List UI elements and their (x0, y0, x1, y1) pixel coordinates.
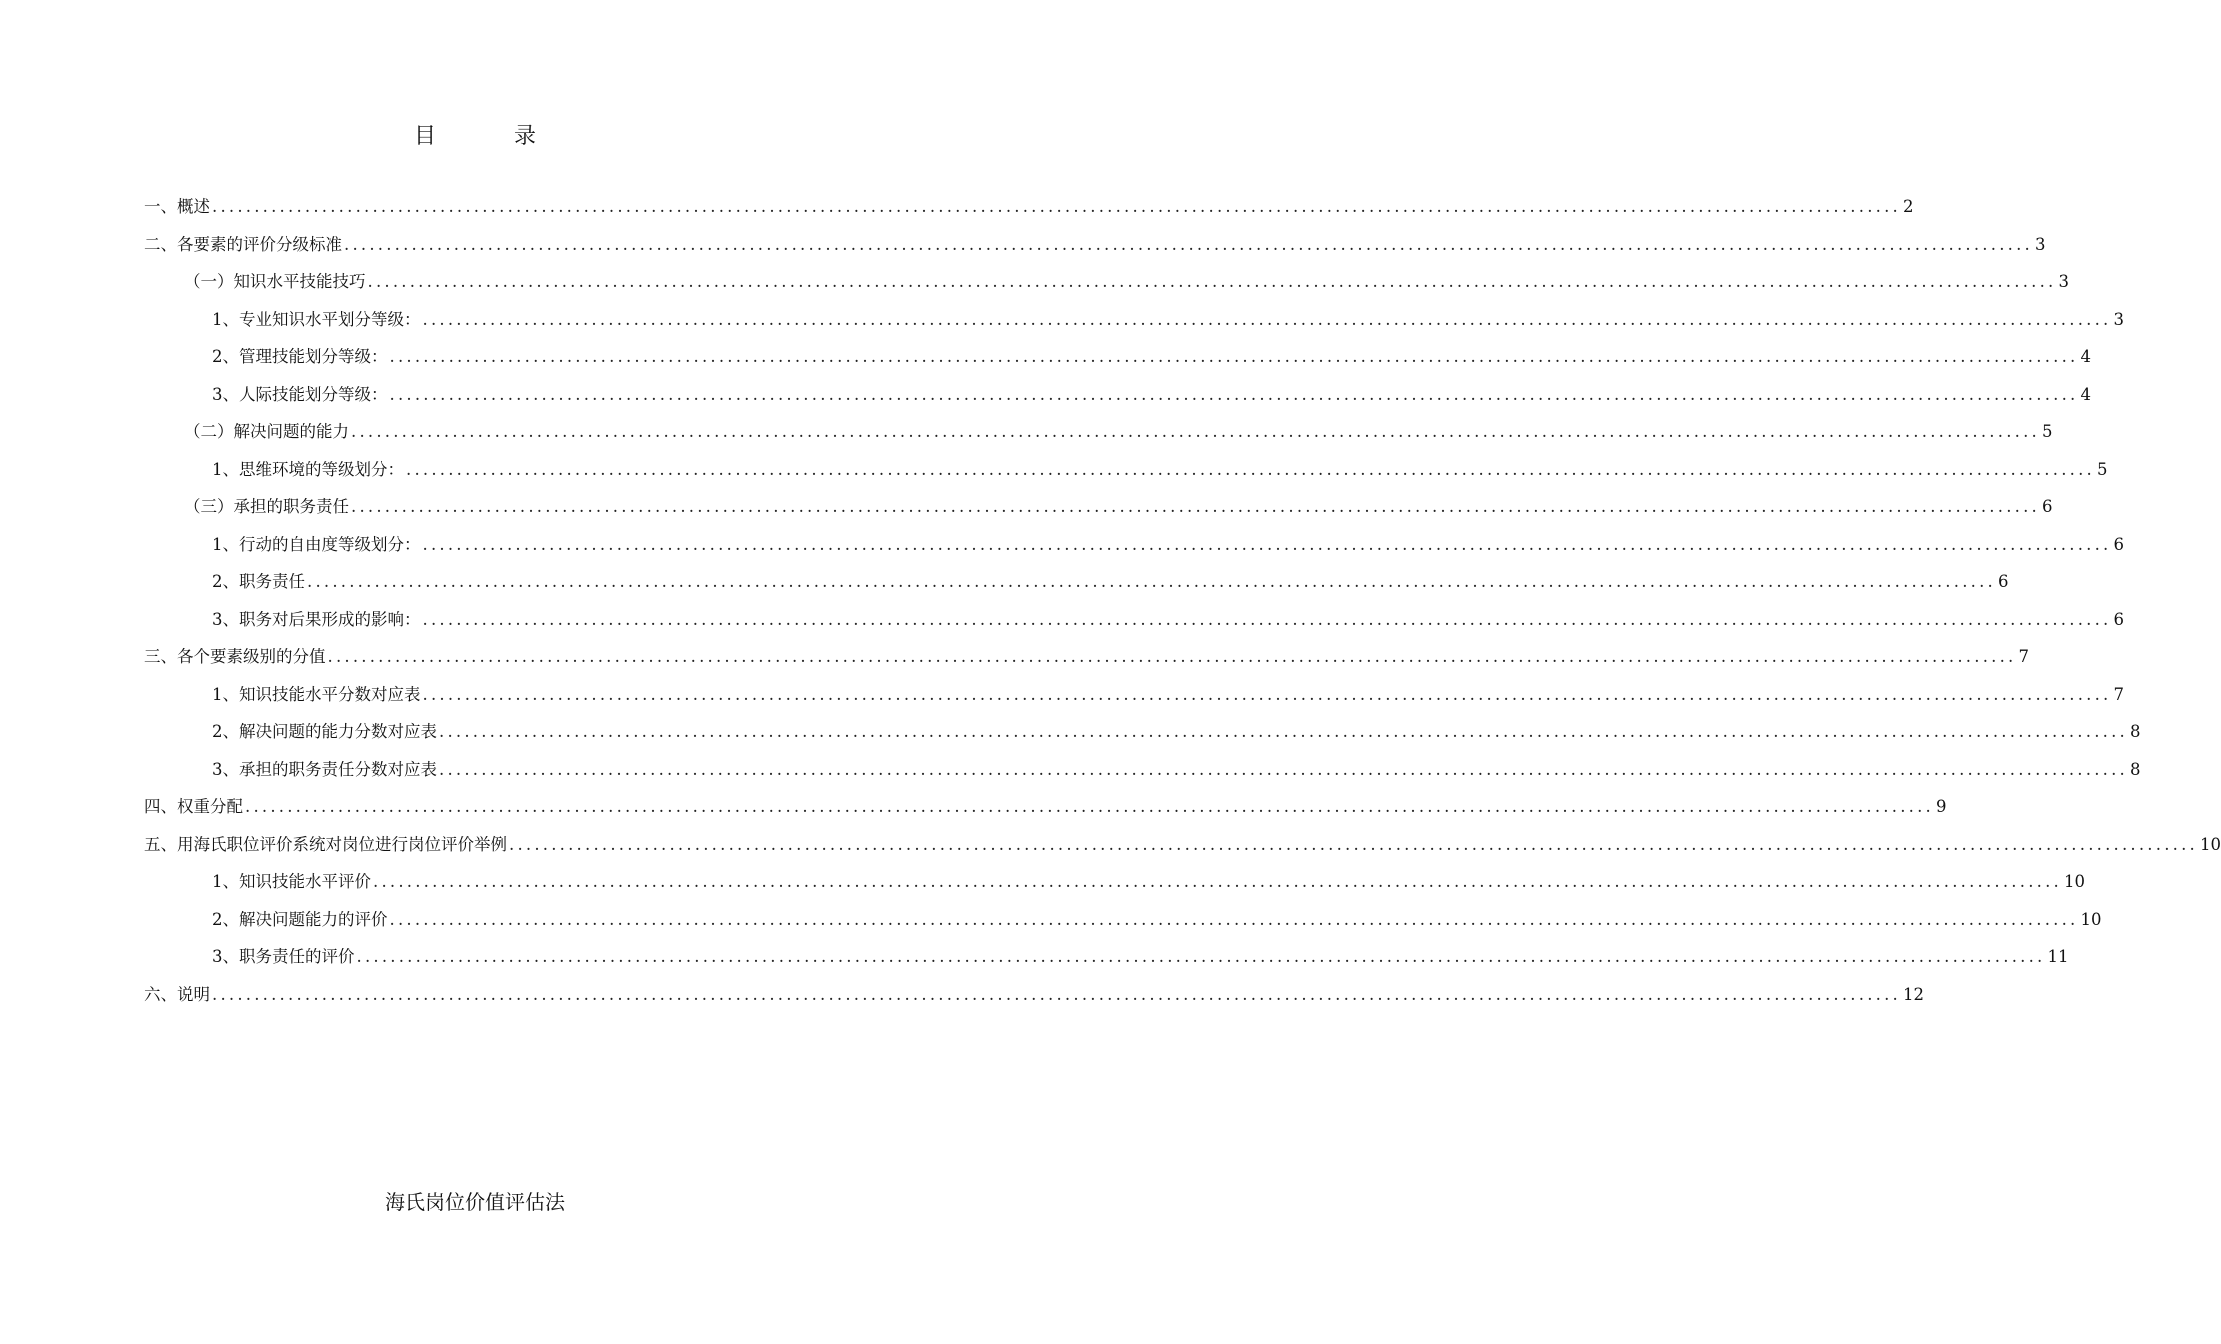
toc-entry-label: 3、承担的职务责任分数对应表 (212, 759, 437, 779)
toc-entry[interactable] (144, 901, 2102, 939)
toc-entry-page-number: 5 (2041, 422, 2053, 441)
toc-dot-leader: ........................................................................................................................................................................................................ (422, 684, 2112, 704)
toc-entry[interactable] (144, 601, 2124, 639)
toc-entry[interactable] (144, 563, 2009, 601)
toc-entry-label: 五、用海氏职位评价系统对岗位进行岗位评价举例 (144, 834, 507, 854)
toc-dot-leader: ........................................................................................................................................................................................................ (351, 422, 2040, 441)
toc-entry[interactable] (144, 263, 2069, 301)
toc-entry-page-number: 9 (1935, 797, 1947, 816)
toc-entry-label: 3、职务责任的评价 (212, 947, 355, 966)
toc-entry-page-number: 10 (2080, 909, 2102, 929)
toc-entry[interactable] (144, 526, 2124, 564)
toc-dot-leader: ........................................................................................................................................................................................................ (351, 497, 2040, 516)
toc-entry-label: 3、职务对后果形成的影响： (212, 609, 421, 629)
toc-entry-label: （三）承担的职务责任 (184, 497, 349, 516)
toc-entry-label: 一、概述 (144, 197, 210, 216)
toc-entry-page-number: 4 (2080, 384, 2091, 404)
toc-entry-page-number: 7 (2113, 684, 2124, 704)
toc-entry-page-number: 6 (1997, 572, 2009, 591)
toc-entry[interactable] (144, 488, 2053, 526)
toc-entry[interactable] (144, 188, 1914, 226)
toc-entry[interactable] (144, 376, 2091, 414)
toc-entry-label: 2、解决问题的能力分数对应表 (212, 722, 437, 741)
toc-entry-page-number: 8 (2129, 722, 2141, 741)
toc-dot-leader: ........................................................................................................................................................................................................ (373, 872, 2062, 891)
toc-entry-page-number: 3 (2034, 234, 2046, 254)
toc-entry[interactable] (144, 451, 2108, 489)
toc-entry-label: （二）解决问题的能力 (184, 422, 349, 441)
toc-dot-leader: ........................................................................................................................................................................................................ (212, 197, 1901, 216)
toc-entry-label: 2、职务责任 (212, 572, 305, 591)
toc-entry-label: 2、管理技能划分等级： (212, 347, 388, 366)
toc-entry-page-number: 10 (2063, 872, 2085, 891)
toc-entry[interactable] (144, 863, 2085, 901)
toc-dot-leader: ........................................................................................................................................................................................................ (439, 722, 2128, 741)
toc-entry[interactable] (144, 976, 1924, 1014)
toc-entry-label: 1、专业知识水平划分等级： (212, 309, 421, 329)
toc-entry[interactable] (144, 938, 2069, 976)
toc-entry-page-number: 8 (2129, 759, 2141, 779)
toc-dot-leader: ........................................................................................................................................................................................................ (212, 984, 1901, 1004)
toc-entry[interactable] (144, 638, 2029, 676)
toc-dot-leader: ........................................................................................................................................................................................................ (422, 534, 2112, 554)
toc-entry-page-number: 3 (2058, 272, 2069, 291)
toc-entry-page-number: 6 (2113, 609, 2124, 629)
toc-entry-page-number: 7 (2018, 647, 2029, 666)
toc-dot-leader: ........................................................................................................................................................................................................ (439, 759, 2128, 779)
toc-entry[interactable] (144, 788, 1947, 826)
toc-entry-page-number: 11 (2047, 947, 2069, 966)
toc-entry-label: 2、解决问题能力的评价 (212, 909, 388, 929)
toc-entry-page-number: 12 (1902, 984, 1924, 1004)
toc-entry[interactable] (144, 301, 2124, 339)
toc-entry-label: 四、权重分配 (144, 797, 243, 816)
toc-entry-label: 三、各个要素级别的分值 (144, 647, 326, 666)
toc-dot-leader: ........................................................................................................................................................................................................ (389, 347, 2079, 366)
toc-entry[interactable] (144, 826, 2221, 864)
toc-dot-leader: ........................................................................................................................................................................................................ (245, 797, 1934, 816)
toc-entry-label: 3、人际技能划分等级： (212, 384, 388, 404)
toc-entry[interactable] (144, 676, 2124, 714)
toc-entry-page-number: 6 (2113, 534, 2124, 554)
toc-entry-page-number: 2 (1902, 197, 1914, 216)
toc-entry[interactable] (144, 338, 2091, 376)
toc-entry-label: 1、行动的自由度等级划分： (212, 534, 421, 554)
toc-dot-leader: ........................................................................................................................................................................................................ (422, 309, 2112, 329)
toc-dot-leader: ........................................................................................................................................................................................................ (307, 572, 1996, 591)
document-title: 海氏岗位价值评估法 (385, 1190, 565, 1214)
toc-dot-leader: ........................................................................................................................................................................................................ (327, 647, 2017, 666)
toc-dot-leader: ........................................................................................................................................................................................................ (389, 384, 2079, 404)
toc-dot-leader: ........................................................................................................................................................................................................ (406, 459, 2095, 479)
toc-entry-label: 六、说明 (144, 984, 210, 1004)
toc-entry-page-number: 6 (2041, 497, 2053, 516)
toc-entry-page-number: 10 (2199, 834, 2221, 854)
toc-entry[interactable] (144, 751, 2141, 789)
toc-heading: 目 录 (413, 124, 564, 149)
toc-entry-page-number: 4 (2080, 347, 2091, 366)
toc-entry-label: 1、知识技能水平分数对应表 (212, 684, 421, 704)
toc-entry-label: 1、知识技能水平评价 (212, 872, 371, 891)
toc-entry-page-number: 5 (2096, 459, 2108, 479)
toc-entry[interactable] (144, 226, 2046, 264)
toc-entry[interactable] (144, 413, 2053, 451)
toc-entry-label: （一）知识水平技能技巧 (184, 272, 366, 291)
toc-entry[interactable] (144, 713, 2141, 751)
toc-dot-leader: ........................................................................................................................................................................................................ (344, 234, 2033, 254)
toc-dot-leader: ........................................................................................................................................................................................................ (389, 909, 2079, 929)
toc-entry-label: 二、各要素的评价分级标准 (144, 234, 342, 254)
toc-dot-leader: ........................................................................................................................................................................................................ (509, 834, 2198, 854)
toc-entry-label: 1、思维环境的等级划分： (212, 459, 404, 479)
toc-entry-page-number: 3 (2113, 309, 2124, 329)
toc-dot-leader: ........................................................................................................................................................................................................ (367, 272, 2057, 291)
toc-dot-leader: ........................................................................................................................................................................................................ (356, 947, 2046, 966)
toc-dot-leader: ........................................................................................................................................................................................................ (422, 609, 2112, 629)
